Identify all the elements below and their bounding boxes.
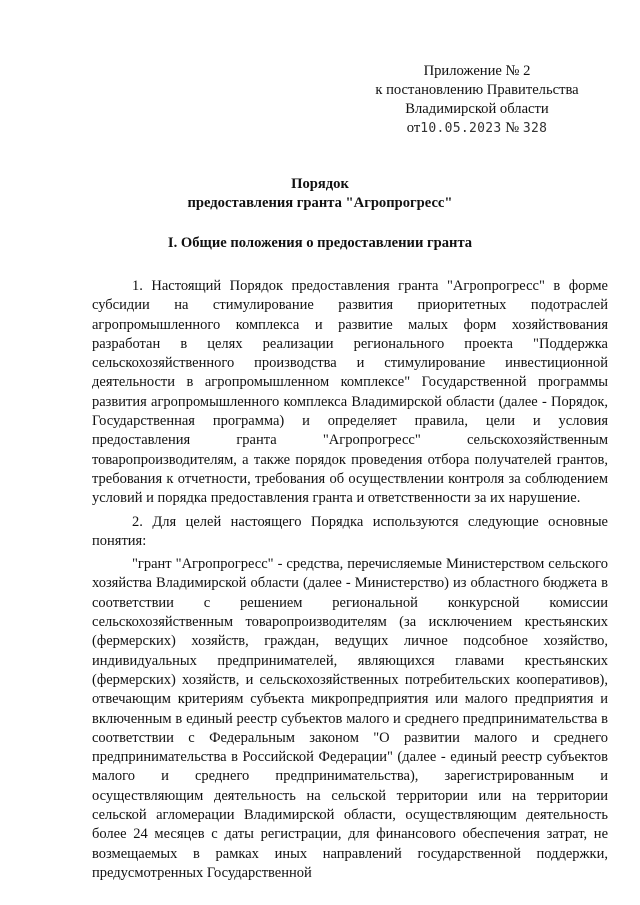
appendix-reference: к постановлению Правительства [375, 82, 579, 98]
section-heading: I. Общие положения о предоставлении гранта [167, 235, 473, 251]
document-title [0, 175, 640, 213]
handwritten-date: 10.05.2023 [420, 121, 502, 136]
appendix-region: Владимирской области [405, 101, 549, 117]
appendix-number: Приложение № 2 [423, 63, 531, 79]
date-prefix: от [406, 120, 421, 136]
title-line-2: предоставления гранта "Агропрогресс" [187, 195, 453, 211]
paragraph-definition: "грант "Агропрогресс" - средства, перечисляемые Министерством сельского хозяйства Владимирской области (далее - Министерство) из областного бюджета в соответствии с решением региональной конкурсной комиссии сельскохозяйственным товаропроизводителям (за исключением крестьянских (фермерских) хозяйств, граждан, ведущих личное подсобное хозяйство, индивидуальных предпринимателей, являющихся главами крестьянских (фермерских) хозяйств, и сельскохозяйственных потребительских кооперативов), отвечающим критериям субъекта микропредприятия или малого предприятия и включенным в единый реестр субъектов малого и среднего предпринимательства в соответствии с Федеральным законом "О развитии малого и среднего предпринимательства в Российской Федерации" (далее - единый реестр субъектов малого и среднего предпринимательства), зарегистрированным и осуществляющим деятельность на сельской территории или на территории сельской агломерации Владимирской области, осуществляющим деятельность более 24 месяцев с даты регистрации, для финансового обеспечения затрат, не возмещаемых в рамках иных направлений государственной поддержки, предусмотренных Государственной [92, 556, 608, 881]
paragraph-2: 2. Для целей настоящего Порядка используются следующие основные понятия: [92, 513, 608, 549]
document-body [92, 277, 608, 887]
appendix-header [362, 62, 592, 138]
handwritten-number: 328 [522, 121, 548, 136]
number-prefix: № [505, 120, 520, 136]
title-line-1: Порядок [291, 176, 349, 192]
appendix-date-line [362, 119, 592, 138]
paragraph-1: 1. Настоящий Порядок предоставления гранта "Агропрогресс" в форме субсидии на стимулирование развития приоритетных подотраслей агропромышленного комплекса и развитие малых форм хозяйствования разработан в целях реализации регионального проекта "Поддержка сельскохозяйственного производства и стимулирование инвестиционной деятельности в агропромышленном комплексе" Государственной программы развития агропромышленного комплекса Владимирской области (далее - Порядок, Государственная программа) и определяет правила, цели и условия предоставления гранта "Агропрогресс" сельскохозяйственным товаропроизводителям, а также порядок проведения отбора получателей грантов, требования к отчетности, требования об осуществлении контроля за соблюдением условий и порядка предоставления гранта и ответственности за их нарушение. [92, 278, 608, 507]
